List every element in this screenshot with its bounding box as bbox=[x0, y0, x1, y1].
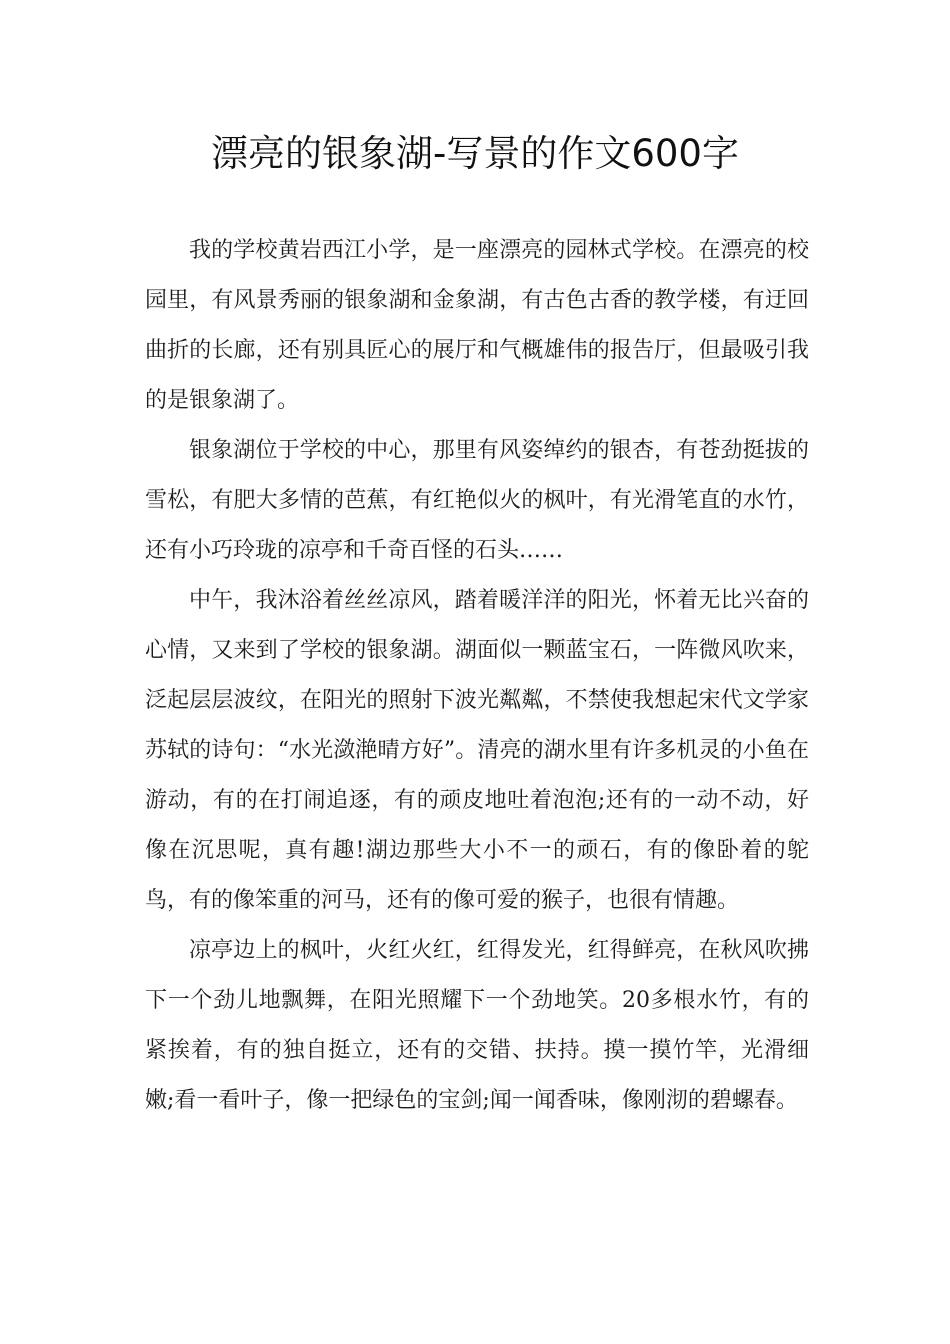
document-body bbox=[145, 226, 809, 1126]
paragraph: 凉亭边上的枫叶，火红火红，红得发光，红得鲜亮，在秋风吹拂下一个劲儿地飘舞，在阳光照耀下一个劲地笑。20多根水竹，有的紧挨着，有的独自挺立，还有的交错、扶持。摸一摸竹竿，光滑细嫩;看一看叶子，像一把绿色的宝剑;闻一闻香味，像刚沏的碧螺春。 bbox=[145, 938, 809, 1113]
document-title: 漂亮的银象湖-写景的作文600字 bbox=[211, 132, 739, 175]
paragraph: 银象湖位于学校的中心，那里有风姿绰约的银杏，有苍劲挺拔的雪松，有肥大多情的芭蕉，有红艳似火的枫叶，有光滑笔直的水竹，还有小巧玲珑的凉亭和千奇百怪的石头…… bbox=[145, 438, 809, 563]
paragraph: 我的学校黄岩西江小学，是一座漂亮的园林式学校。在漂亮的校园里，有风景秀丽的银象湖和金象湖，有古色古香的教学楼，有迂回曲折的长廊，还有别具匠心的展厅和气概雄伟的报告厅，但最吸引我的是银象湖了。 bbox=[145, 238, 809, 413]
paragraph: 中午，我沐浴着丝丝凉风，踏着暖洋洋的阳光，怀着无比兴奋的心情，又来到了学校的银象湖。湖面似一颗蓝宝石，一阵微风吹来，泛起层层波纹，在阳光的照射下波光粼粼，不禁使我想起宋代文学家苏轼的诗句：“水光潋滟晴方好”。清亮的湖水里有许多机灵的小鱼在游动，有的在打闹追逐，有的顽皮地吐着泡泡;还有的一动不动，好像在沉思呢，真有趣!湖边那些大小不一的顽石，有的像卧着的鸵鸟，有的像笨重的河马，还有的像可爱的猴子，也很有情趣。 bbox=[145, 588, 809, 913]
